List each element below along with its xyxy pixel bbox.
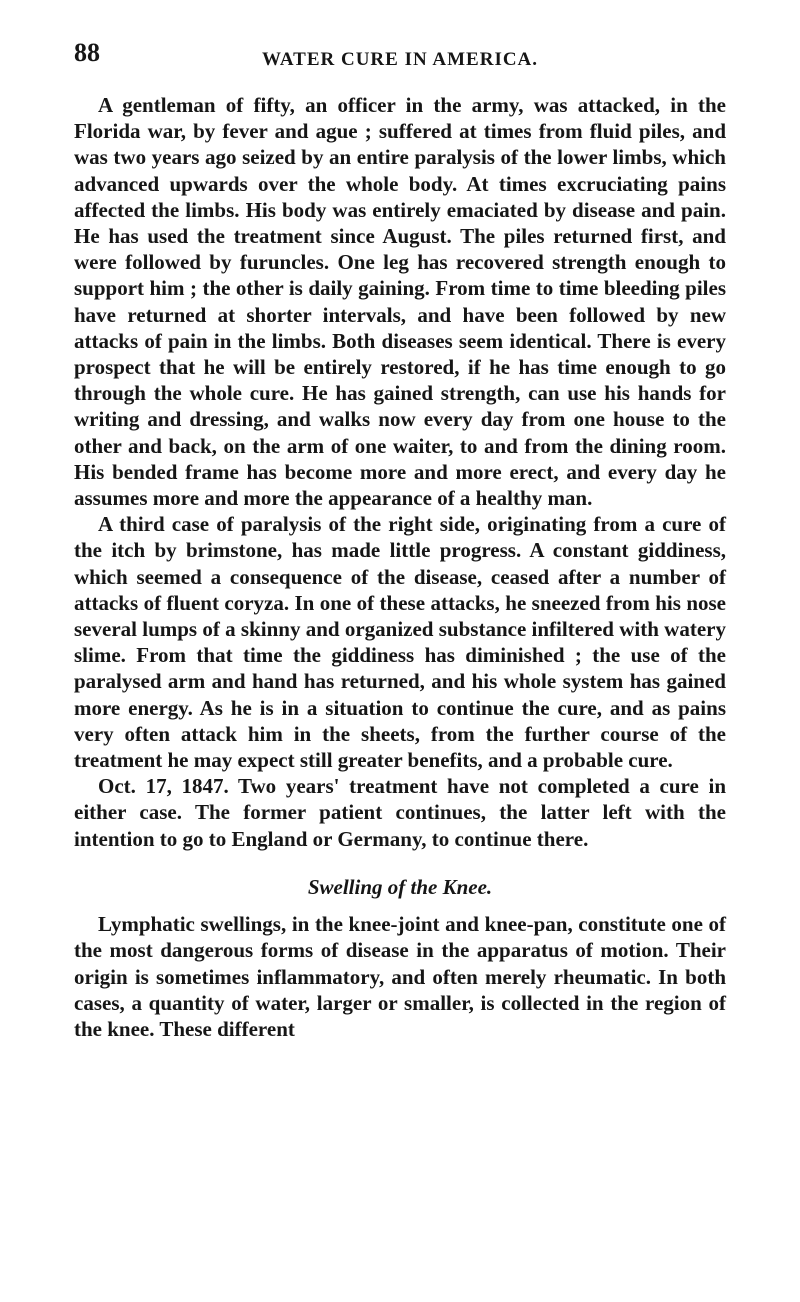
page-number: 88 (74, 38, 100, 67)
paragraph-third-case: A third case of paralysis of the right side, originating from a cure of the itch by brimstone, has made little progress. A constant giddiness, which seemed a consequence of the disease, ceased after a number of attacks of fluent coryza. In one of these attacks, he sneezed from his nose several lumps of a skinny and organized substance infiltered with watery slime. From that time the giddiness has diminished ; the use of the paralysed arm and hand has returned, and his whole system has gained more energy. As he is in a situation to continue the cure, and as pains very often attack him in the sheets, from the further course of the treatment he may expect still greater benefits, and a probable cure. (74, 512, 726, 773)
section-heading: Swelling of the Knee. (307, 874, 493, 899)
paragraph-dated-note: Oct. 17, 1847. Two years' treatment have not completed a cure in either case. The former patient continues, the latter left with the intention to go to England or Germany, to continue there. (74, 774, 726, 851)
paragraph-knee-swelling: Lymphatic swellings, in the knee-joint and knee-pan, constitute one of the most dangerous forms of disease in the apparatus of motion. Their origin is sometimes inflammatory, and often merely rheumatic. In both cases, a quantity of water, larger or smaller, is collected in the region of the knee. These different (74, 912, 726, 1041)
running-title: WATER CURE IN AMERICA. (261, 49, 539, 70)
body-text (74, 92, 726, 1042)
paragraph-gentleman-case: A gentleman of fifty, an officer in the army, was attacked, in the Florida war, by fever and ague ; suffered at times from fluid piles, and was two years ago seized by an entire paralysis of the lower limbs, which advanced upwards over the whole body. At times excruciating pains affected the limbs. His body was entirely emaciated by disease and pain. He has used the treatment since August. The piles returned first, and were followed by furuncles. One leg has recovered strength enough to support him ; the other is daily gaining. From time to time bleeding piles have returned at shorter intervals, and have been followed by new attacks of pain in the limbs. Both diseases seem identical. There is every prospect that he will be entirely restored, if he has time enough to go through the whole cure. He has gained strength, can use his hands for writing and dressing, and walks now every day from one house to the other and back, on the arm of one waiter, to and from the dining room. His bended frame has become more and more erect, and every day he assumes more and more the appearance of a healthy man. (74, 93, 726, 511)
